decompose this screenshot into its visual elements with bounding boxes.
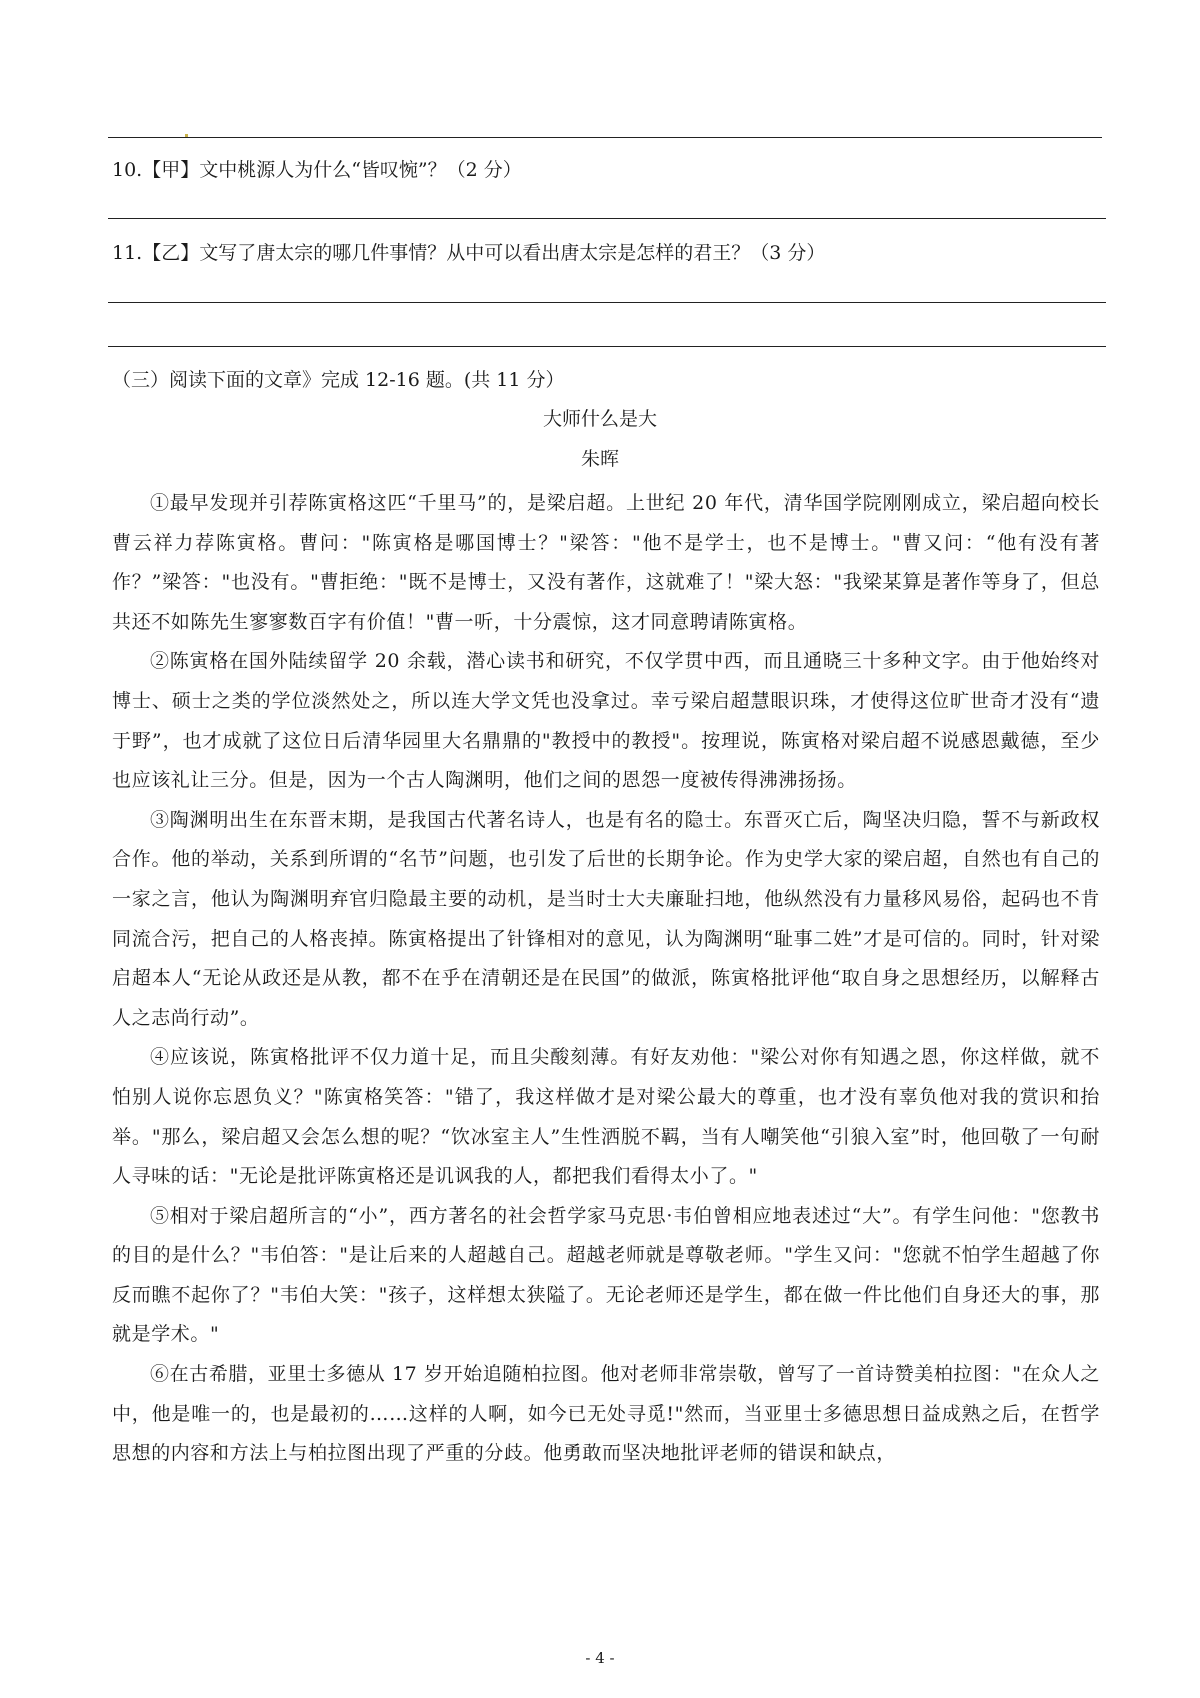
article-title: 大师什么是大 [542, 408, 657, 430]
page-number: - 4 - [585, 1649, 615, 1667]
article-author: 朱晖 [580, 448, 619, 470]
paragraph-3: ③陶渊明出生在东晋末期，是我国古代著名诗人，也是有名的隐士。东晋灭亡后，陶坚决归隐，誓不与新政权合作。他的举动，关系到所谓的“名节”问题，也引发了后世的长期争论。作为史学大家的梁启超，自然也有自己的一家之言，他认为陶渊明弃官归隐最主要的动机，是当时士大夫廉耻扫地，他纵然没有力量移风易俗，起码也不肯同流合污，把自己的人格丧掉。陈寅格提出了针锋相对的意见，认为陶渊明“耻事二姓”才是可信的。同时，针对梁启超本人“无论从政还是从教，都不在乎在清朝还是在民国”的做派，陈寅格批评他“取自身之思想经历，以解释古人之志尚行动”。 [112, 808, 1100, 1029]
paragraph-6: ⑥在古希腊，亚里士多德从 17 岁开始追随柏拉图。他对老师非常崇敬，曾写了一首诗赞美柏拉图："在众人之中，他是唯一的，也是最初的……这样的人啊，如今已无处寻觅!"然而，当亚里士多德思想日益成熟之后，在哲学思想的内容和方法上与柏拉图出现了严重的分歧。他勇敢而坚决地批评老师的错误和缺点， [112, 1363, 1100, 1465]
answer-line [108, 218, 1106, 219]
answer-line [108, 137, 1102, 138]
answer-line [108, 302, 1106, 303]
answer-line [108, 346, 1106, 347]
paragraph-4: ④应该说，陈寅格批评不仅力道十足，而且尖酸刻薄。有好友劝他："梁公对你有知遇之恩，你这样做，就不怕别人说你忘恩负义？"陈寅格笑答："错了，我这样做才是对梁公最大的尊重，也才没有辜负他对我的赏识和抬举。"那么，梁启超又会怎么想的呢？“饮冰室主人”生性洒脱不羁，当有人嘲笑他“引狼入室”时，他回敬了一句耐人寻味的话："无论是批评陈寅格还是讥讽我的人，都把我们看得太小了。" [112, 1046, 1100, 1188]
question-10: 10.【甲】文中桃源人为什么“皆叹惋”？（2 分） [112, 159, 522, 181]
article-body [112, 484, 1100, 1474]
paragraph-1: ①最早发现并引荐陈寅格这匹“千里马”的，是梁启超。上世纪 20 年代，清华国学院刚刚成立，梁启超向校长曹云祥力荐陈寅格。曹问："陈寅格是哪国博士？"梁答："他不是学士，也不是博士。"曹又问：“他有没有著作？”梁答："也没有。"曹拒绝："既不是博士，又没有著作，这就难了！"梁大怒："我梁某算是著作等身了，但总共还不如陈先生寥寥数百字有价值！"曹一听，十分震惊，这才同意聘请陈寅格。 [112, 492, 1100, 633]
paragraph-2: ②陈寅格在国外陆续留学 20 余载，潜心读书和研究，不仅学贯中西，而且通晓三十多种文字。由于他始终对博士、硕士之类的学位淡然处之，所以连大学文凭也没拿过。幸亏梁启超慧眼识珠，才使得这位旷世奇才没有“遗于野”，也才成就了这位日后清华园里大名鼎鼎的"教授中的教授"。按理说，陈寅格对梁启超不说感恩戴德，至少也应该礼让三分。但是，因为一个古人陶渊明，他们之间的恩怨一度被传得沸沸扬扬。 [112, 650, 1100, 792]
section-heading: （三）阅读下面的文章》完成 12-16 题。(共 11 分） [112, 369, 565, 391]
question-11: 11.【乙】文写了唐太宗的哪几件事情？从中可以看出唐太宗是怎样的君王？（3 分） [112, 242, 826, 264]
paragraph-5: ⑤相对于梁启超所言的“小”，西方著名的社会哲学家马克思·韦伯曾相应地表述过“大”。有学生问他："您教书的目的是什么？"韦伯答："是让后来的人超越自己。超越老师就是尊敬老师。"学生又问："您就不怕学生超越了你反而瞧不起你了？"韦伯大笑："孩子，这样想太狭隘了。无论老师还是学生，都在做一件比他们自身还大的事，那就是学术。" [112, 1204, 1100, 1346]
